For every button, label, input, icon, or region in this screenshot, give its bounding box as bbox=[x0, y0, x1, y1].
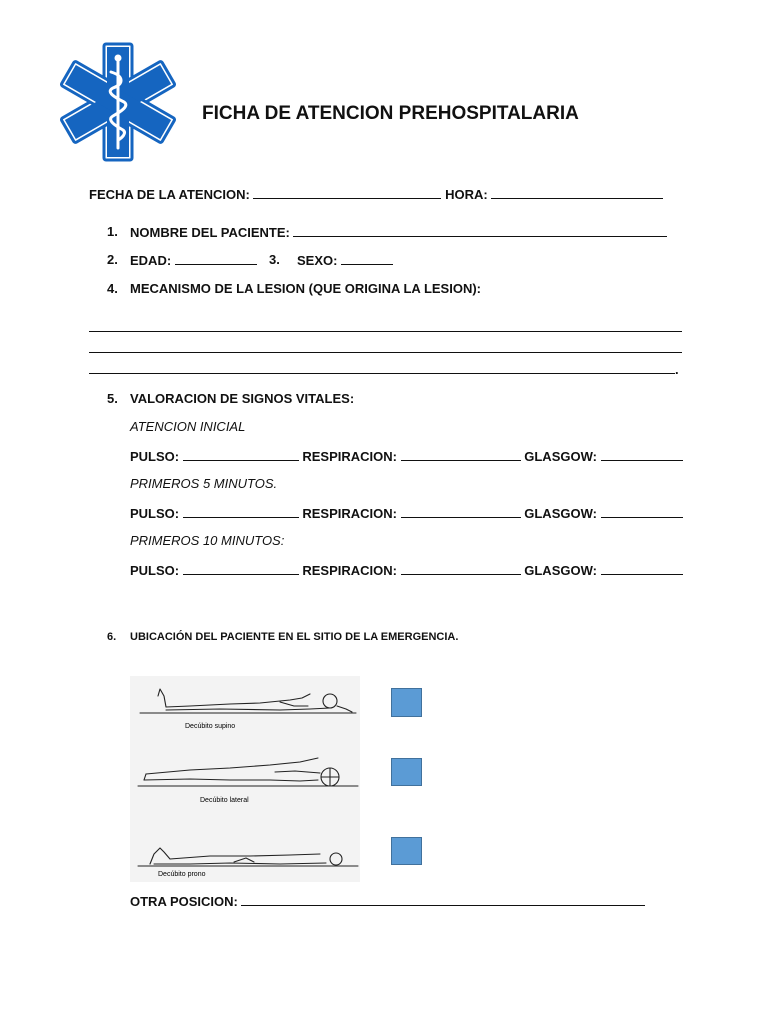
mecanismo-line-2[interactable] bbox=[89, 352, 682, 353]
vitals-heading-5min: PRIMEROS 5 MINUTOS. bbox=[130, 476, 278, 491]
body-positions-illustration bbox=[130, 676, 360, 882]
edad-label: EDAD: bbox=[130, 253, 172, 268]
fecha-input-line[interactable] bbox=[253, 186, 441, 199]
vitals-row-10min bbox=[130, 562, 683, 578]
item-number-4: 4. bbox=[107, 281, 118, 296]
otra-posicion-field bbox=[130, 893, 645, 909]
position-label-supino: Decúbito supino bbox=[185, 723, 236, 730]
respiracion-label: RESPIRACION: bbox=[302, 563, 397, 578]
vitals-row-inicial bbox=[130, 448, 683, 464]
glasgow-input-line[interactable] bbox=[601, 562, 683, 575]
glasgow-label: GLASGOW: bbox=[524, 506, 597, 521]
otra-posicion-label: OTRA POSICION: bbox=[130, 894, 238, 909]
vitals-row-5min bbox=[130, 505, 683, 521]
position-label-prono: Decúbito prono bbox=[158, 871, 206, 878]
valoracion-label: VALORACION DE SIGNOS VITALES: bbox=[130, 391, 355, 406]
page-title: FICHA DE ATENCION PREHOSPITALARIA bbox=[202, 103, 579, 124]
respiracion-input-line[interactable] bbox=[401, 448, 521, 461]
sexo-label: SEXO: bbox=[297, 253, 338, 268]
hora-label: HORA: bbox=[445, 187, 488, 202]
fecha-label: FECHA DE LA ATENCION: bbox=[89, 187, 250, 202]
nombre-field bbox=[130, 224, 667, 240]
glasgow-label: GLASGOW: bbox=[524, 563, 597, 578]
item-number-6: 6. bbox=[107, 631, 117, 643]
checkbox-prono[interactable] bbox=[391, 837, 422, 865]
star-of-life-logo bbox=[58, 42, 178, 162]
pulso-label: PULSO: bbox=[130, 563, 180, 578]
position-label-lateral: Decúbito lateral bbox=[200, 797, 249, 804]
mecanismo-period: . bbox=[675, 362, 679, 377]
item-number-2: 2. bbox=[107, 252, 118, 267]
edad-field bbox=[130, 252, 257, 268]
item-number-5: 5. bbox=[107, 391, 118, 406]
mecanismo-label: MECANISMO DE LA LESION (QUE ORIGINA LA LESION): bbox=[130, 281, 481, 296]
checkbox-lateral[interactable] bbox=[391, 758, 422, 786]
nombre-input-line[interactable] bbox=[293, 224, 667, 237]
checkbox-supino[interactable] bbox=[391, 688, 422, 717]
ubicacion-label: UBICACIÓN DEL PACIENTE EN EL SITIO DE LA EMERGENCIA. bbox=[130, 631, 459, 643]
pulso-input-line[interactable] bbox=[183, 505, 299, 518]
sexo-field bbox=[297, 252, 393, 268]
respiracion-input-line[interactable] bbox=[401, 505, 521, 518]
respiracion-label: RESPIRACION: bbox=[302, 449, 397, 464]
mecanismo-line-1[interactable] bbox=[89, 331, 682, 332]
glasgow-input-line[interactable] bbox=[601, 505, 683, 518]
vitals-heading-inicial: ATENCION INICIAL bbox=[130, 419, 246, 434]
pulso-label: PULSO: bbox=[130, 449, 180, 464]
position-figures bbox=[130, 676, 360, 882]
item-number-1: 1. bbox=[107, 224, 118, 239]
pulso-input-line[interactable] bbox=[183, 448, 299, 461]
otra-posicion-input-line[interactable] bbox=[241, 893, 645, 906]
item-number-3: 3. bbox=[269, 252, 280, 267]
fecha-field bbox=[89, 186, 663, 202]
glasgow-input-line[interactable] bbox=[601, 448, 683, 461]
nombre-label: NOMBRE DEL PACIENTE: bbox=[130, 225, 290, 240]
hora-input-line[interactable] bbox=[491, 186, 663, 199]
sexo-input-line[interactable] bbox=[341, 252, 393, 265]
respiracion-input-line[interactable] bbox=[401, 562, 521, 575]
mecanismo-line-3[interactable] bbox=[89, 373, 675, 374]
pulso-input-line[interactable] bbox=[183, 562, 299, 575]
edad-input-line[interactable] bbox=[175, 252, 257, 265]
vitals-heading-10min: PRIMEROS 10 MINUTOS: bbox=[130, 533, 285, 548]
glasgow-label: GLASGOW: bbox=[524, 449, 597, 464]
respiracion-label: RESPIRACION: bbox=[302, 506, 397, 521]
pulso-label: PULSO: bbox=[130, 506, 180, 521]
